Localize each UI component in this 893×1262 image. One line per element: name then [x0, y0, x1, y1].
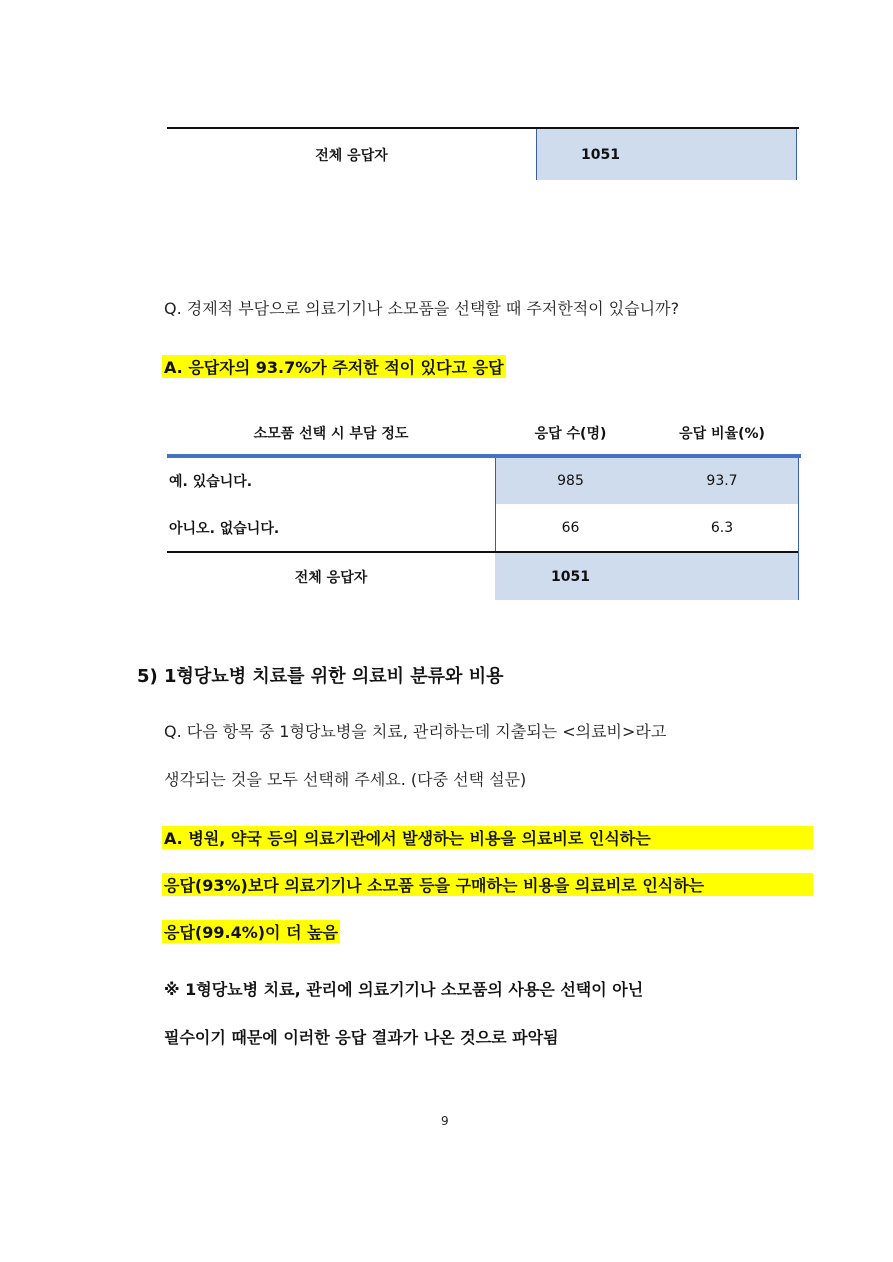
row-count: 985	[495, 458, 646, 504]
total-value: 1051	[495, 553, 798, 600]
total-label: 전체 응답자	[315, 148, 388, 164]
note-line-1: ※ 1형당뇨병 치료, 관리에 의료기기나 소모품의 사용은 선택이 아닌	[164, 980, 644, 999]
answer-2-line-1-wrap	[162, 826, 813, 853]
answer-1-highlight: A. 응답자의 93.7%가 주저한 적이 있다고 응답	[162, 355, 506, 378]
column-divider	[798, 458, 799, 600]
total-label: 전체 응답자	[294, 569, 368, 586]
answer-2-line-3-wrap	[162, 920, 340, 943]
row-ratio: 93.7	[646, 458, 798, 504]
total-value: 1051	[536, 129, 797, 180]
row-ratio: 6.3	[710, 520, 734, 536]
row-label: 예. 있습니다.	[169, 474, 253, 490]
question-2-line-1: Q. 다음 항목 중 1형당뇨병을 치료, 관리하는데 지출되는 <의료비>라고	[164, 722, 667, 741]
header-burden: 소모품 선택 시 부담 정도	[253, 426, 409, 442]
total-respondents-table-top	[167, 127, 799, 181]
page-number: 9	[441, 1114, 449, 1128]
question-1: Q. 경제적 부담으로 의료기기나 소모품을 선택할 때 주저한적이 있습니까?	[164, 299, 680, 318]
table-row	[167, 458, 801, 504]
note-line-2: 필수이기 때문에 이러한 응답 결과가 나온 것으로 파악됨	[164, 1028, 559, 1047]
answer-1	[162, 355, 506, 378]
answer-2-line-3: 응답(99.4%)이 더 높음	[162, 920, 340, 943]
question-2-line-2: 생각되는 것을 모두 선택해 주세요. (다중 선택 설문)	[164, 770, 527, 789]
answer-2-line-1: A. 병원, 약국 등의 의료기관에서 발생하는 비용을 의료비로 인식하는	[162, 826, 813, 849]
answer-2-line-2-wrap	[162, 873, 813, 900]
row-label: 아니오. 없습니다.	[169, 521, 280, 537]
header-ratio: 응답 비율(%)	[679, 426, 765, 442]
burden-table	[167, 414, 801, 602]
row-count: 66	[561, 520, 580, 536]
table-row	[167, 505, 801, 551]
section-heading: 5) 1형당뇨병 치료를 위한 의료비 분류와 비용	[137, 666, 504, 687]
answer-2-line-2: 응답(93%)보다 의료기기나 소모품 등을 구매하는 비용을 의료비로 인식하는	[162, 873, 813, 896]
header-count: 응답 수(명)	[534, 426, 607, 442]
